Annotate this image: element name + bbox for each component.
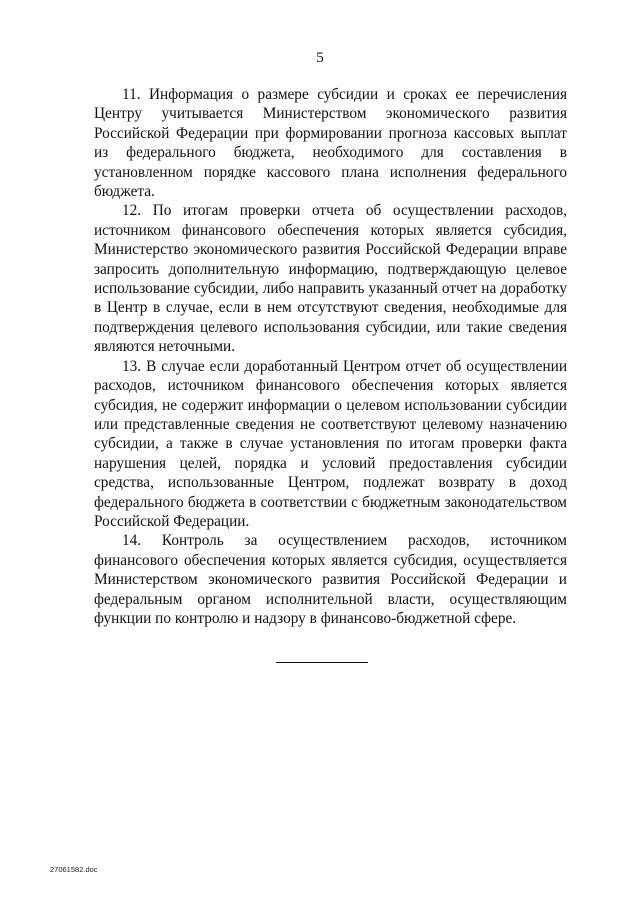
paragraph-13: 13. В случае если доработанный Центром отчет об осуществлении расходов, источником финансового обеспечения которых является субсидия, не содержит информации о целевом использовании субсидии или представленные сведения не соответствуют целевому назначению субсидии, а также в случае установления по итогам проверки факта нарушения целей, порядка и условий предоставления субсидии средства, использованные Центром, подлежат возврату в доход федерального бюджета в соответствии с бюджетным законодательством Российской Федерации. — [94, 357, 567, 530]
paragraph-11: 11. Информация о размере субсидии и сроках ее перечисления Центру учитывается Министерством экономического развития Российской Федерации при формировании прогноза кассовых выплат из федерального бюджета, необходимого для составления в установленном порядке кассового плана исполнения федерального бюджета. — [94, 86, 567, 201]
paragraph-14: 14. Контроль за осуществлением расходов, источником финансового обеспечения которых является субсидия, осуществляется Министерством экономического развития Российской Федерации и федеральным органом исполнительной власти, осуществляющим функции по контролю и надзору в финансово-бюджетной сфере. — [94, 532, 567, 627]
paragraph-12: 12. По итогам проверки отчета об осуществлении расходов, источником финансового обеспечения которых является субсидия, Министерство экономического развития Российской Федерации вправе запросить дополнительную информацию, подтверждающую целевое использование субсидии, либо направить указанный отчет на доработку в Центр в случае, если в нем отсутствуют сведения, необходимые для подтверждения целевого использования субсидии, или такие сведения являются неточными. — [94, 202, 567, 356]
document-file-code: 27061582.doc — [50, 865, 98, 874]
document-body — [94, 85, 567, 628]
end-separator-line — [276, 662, 368, 663]
page-number: 5 — [316, 50, 324, 66]
